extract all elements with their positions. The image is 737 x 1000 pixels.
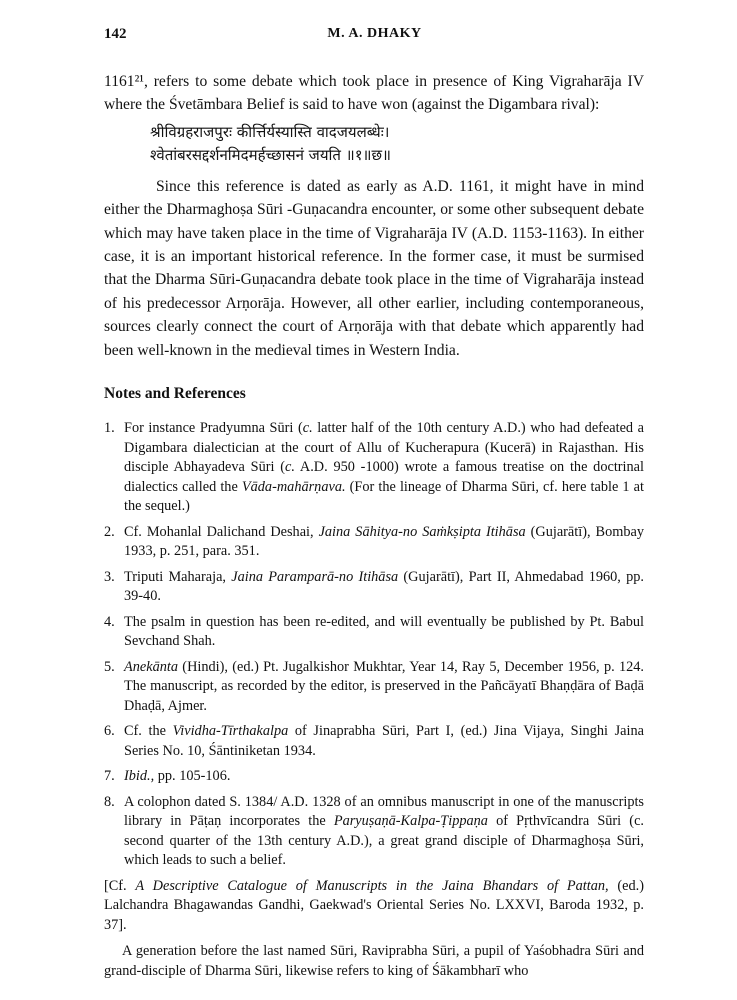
notes-heading: Notes and References [104, 385, 246, 403]
page-number: 142 [104, 26, 127, 42]
note-text: latter half of the 10th century A.D.) who had defeated a Digambara dialectician at the court of Allu of Kucherapura (Kucerā) in Rajasthan. His disciple Abhayadeva Sūri ( [124, 420, 644, 476]
note-number: 7. [104, 768, 115, 785]
note-item [104, 722, 644, 761]
note-italic: Jaina Sāhitya-no Saṁkṣipta Itihāsa [318, 523, 526, 540]
note-text: of Pṛthvīcandra Sūri (c. second quarter of the 13th century A.D.), a great grand disciple of Dharmaghoṣa Sūri, which leads to such a belief. [124, 813, 644, 869]
verse-line-2: श्वेतांबरसद्दर्शनमिदमर्हच्छासनं जयति ॥१॥छ॥ [150, 145, 391, 164]
note-text: A.D. 950 -1000) wrote a famous treatise on the doctrinal dialectics called the [124, 459, 644, 495]
note-item [104, 658, 644, 717]
note-number: 8. [104, 793, 115, 810]
page-header [104, 26, 645, 48]
page-body [104, 70, 644, 981]
closing-paragraph: A generation before the last named Sūri, Raviprabha Sūri, a pupil of Yaśobhadra Sūri and grand-disciple of Dharma Sūri, likewise refers to king of Śākambharī who [104, 943, 644, 980]
cf-text: [Cf. [104, 877, 136, 894]
note-text: pp. 105-106. [154, 768, 231, 785]
note-item [104, 419, 644, 517]
note-item [104, 793, 644, 871]
note-text: Triputi Maharaja, [124, 568, 232, 585]
note-italic: c. [285, 459, 295, 476]
note-item [104, 568, 644, 607]
note-item [104, 523, 644, 562]
sanskrit-verse [150, 121, 644, 167]
cf-note [104, 877, 644, 936]
note-number: 1. [104, 420, 115, 437]
notes-list [104, 419, 644, 871]
note-text: For instance Pradyumna Sūri ( [124, 420, 303, 437]
note-text: (For the lineage of Dharma Sūri, cf. here table 1 at the sequel.) [124, 478, 644, 515]
intro-paragraph: 1161²¹, refers to some debate which took place in presence of King Vigraharāja IV where the Śvetāmbara Belief is said to have won (against the Digambara rival): [104, 73, 644, 114]
running-head: M. A. DHAKY [327, 26, 422, 41]
note-text: Cf. Mohanlal Dalichand Deshai, [124, 523, 319, 540]
note-text: A colophon dated S. 1384/ A.D. 1328 of an omnibus manuscript in one of the manuscripts library in Pāṭaṇ incorporates the [124, 793, 644, 830]
note-italic: Ibid., [124, 768, 155, 785]
note-item [104, 767, 644, 787]
cf-italic: A Descriptive Catalogue of Manuscripts in the Jaina Bhandars of Pattan, [135, 877, 609, 894]
note-text: (Gujarātī), Part II, Ahmedabad 1960, pp. 39-40. [124, 568, 644, 605]
note-italic: Anekānta [124, 658, 178, 675]
note-text: (Hindi), (ed.) Pt. Jugalkishor Mukhtar, Year 14, Ray 5, December 1956, p. 124. The manuscript, as recorded by the editor, is preserved in the Pañcāyatī Bhaṇḍāra of Baḍā Dhaḍā, Ajmer. [124, 658, 644, 714]
note-italic: c. [302, 420, 313, 437]
note-text: The psalm in question has been re-edited, and will eventually be published by Pt. Babul Sevchand Shah. [124, 613, 644, 650]
note-text: (Gujarātī), Bombay 1933, p. 251, para. 351. [124, 523, 644, 560]
note-text: of Jinaprabha Sūri, Part I, (ed.) Jina Vijaya, Singhi Jaina Series No. 10, Śāntiniketan 1934. [124, 723, 644, 759]
note-text: Cf. the [124, 723, 173, 740]
note-italic: Jaina Paramparā-no Itihāsa [231, 568, 399, 585]
note-number: 3. [104, 568, 115, 585]
note-italic: Paryuṣaṇā-Kalpa-Ṭippaṇa [333, 813, 488, 830]
note-number: 4. [104, 613, 115, 630]
cf-text: (ed.) Lalchandra Bhagawandas Gandhi, Gaekwad's Oriental Series No. LXXVI, Baroda 1932, p. 37]. [104, 877, 644, 933]
main-paragraph: Since this reference is dated as early as A.D. 1161, it might have in mind either the Dharmaghoṣa Sūri -Guṇacandra encounter, or some other subsequent debate which may have taken place in the time of Vigraharāja IV (A.D. 1153-1163). In either case, it is an important historical reference. In the former case, it must be surmised that the Dharma Sūri-Guṇacandra debate took place in the time of Vigraharāja instead of his predecessor Arṇorāja. However, all other earlier, including contemporaneous, sources clearly connect the court of Arṇorāja with that debate which apparently had been well-known in the medieval times in Western India. [104, 177, 644, 359]
verse-line-1: श्रीविग्रहराजपुरः कीर्त्तिर्यस्यास्ति वादजयलब्धेः। [150, 122, 390, 141]
note-item [104, 613, 644, 652]
note-number: 2. [104, 523, 115, 540]
note-number: 5. [104, 658, 115, 675]
note-italic: Vāda-mahārṇava. [241, 478, 346, 495]
note-italic: Vividha-Tīrthakalpa [172, 723, 289, 740]
note-number: 6. [104, 723, 115, 740]
